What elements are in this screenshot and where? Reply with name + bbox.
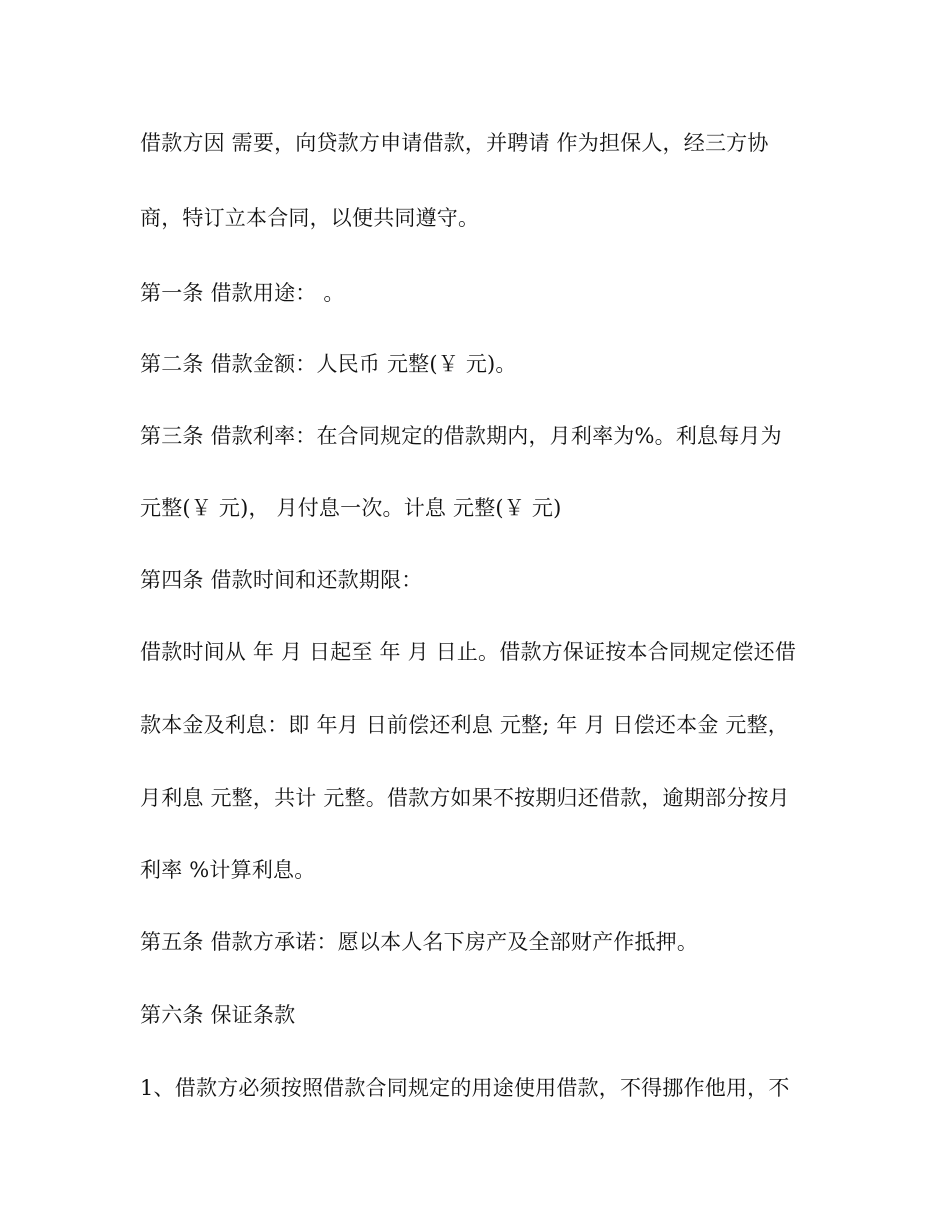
article-2-amount: 第二条 借款金额：人民币 元整(￥ 元)。 — [140, 352, 517, 376]
article-4-heading: 第四条 借款时间和还款期限： — [140, 568, 423, 592]
article-6-clause-1: 1、借款方必须按照借款合同规定的用途使用借款，不得挪作他用，不 — [140, 1076, 790, 1100]
article-5-commitment: 第五条 借款方承诺：愿以本人名下房产及全部财产作抵押。 — [140, 930, 699, 954]
article-6-heading: 第六条 保证条款 — [140, 1003, 296, 1027]
article-4-line-1: 借款时间从 年 月 日起至 年 月 日止。借款方保证按本合同规定偿还借 — [140, 640, 797, 664]
article-4-line-4: 利率 %计算利息。 — [140, 858, 316, 882]
paragraph-intro-line-2: 商，特订立本合同，以便共同遵守。 — [140, 206, 480, 230]
article-3-rate-line-1: 第三条 借款利率：在合同规定的借款期内，月利率为%。利息每月为 — [140, 424, 782, 448]
article-4-line-3: 月利息 元整，共计 元整。借款方如果不按期归还借款，逾期部分按月 — [140, 786, 790, 810]
article-3-rate-line-2: 元整(￥ 元)， 月付息一次。计息 元整(￥ 元) — [140, 496, 562, 520]
paragraph-intro-line-1: 借款方因 需要，向贷款方申请借款，并聘请 作为担保人，经三方协 — [140, 131, 769, 155]
article-1-purpose: 第一条 借款用途： 。 — [140, 281, 345, 305]
article-4-line-2: 款本金及利息：即 年月 日前偿还利息 元整; 年 月 日偿还本金 元整， — [140, 713, 789, 737]
